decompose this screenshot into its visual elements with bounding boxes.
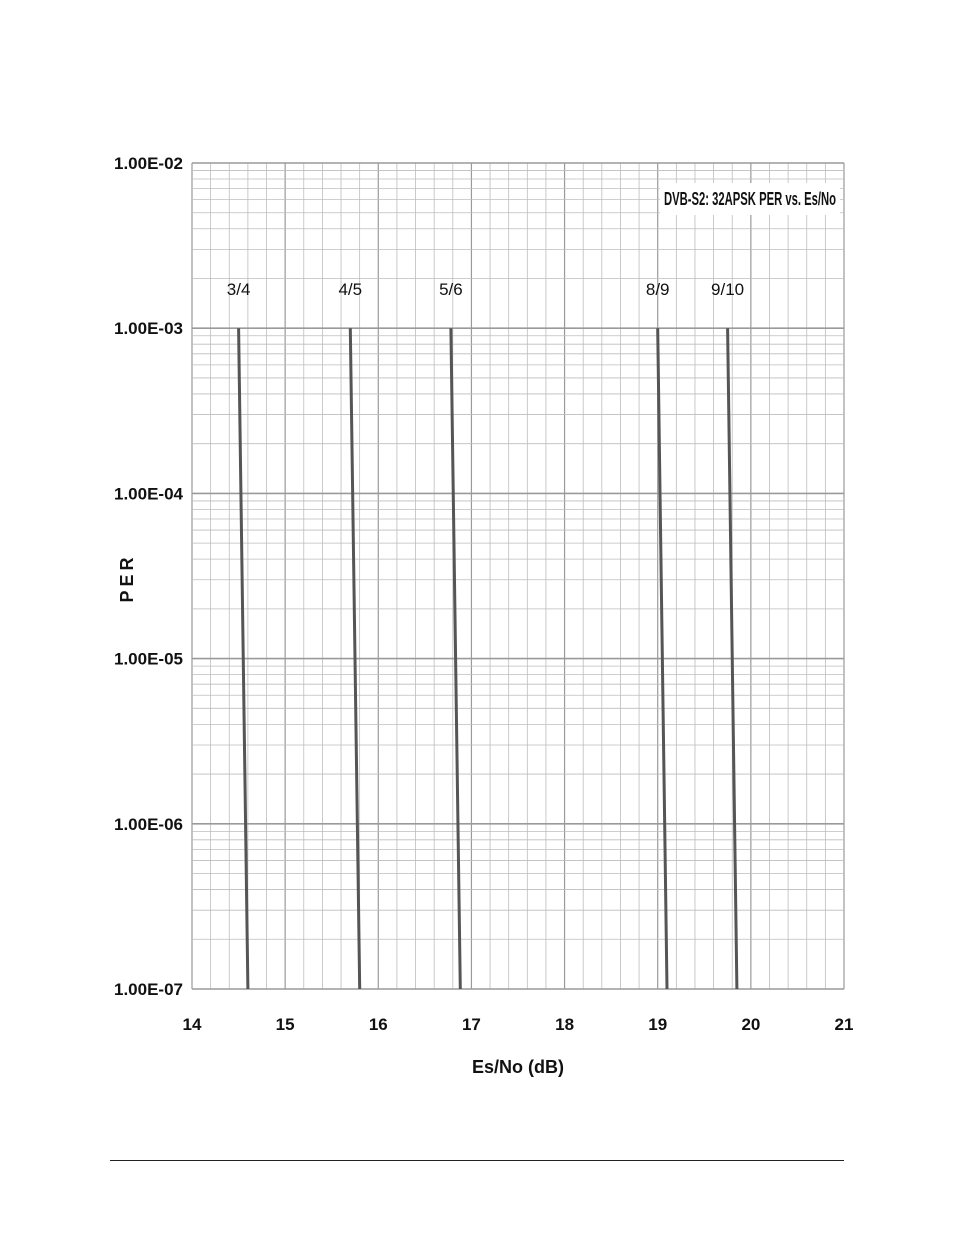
x-tick-label: 17 xyxy=(461,1015,481,1034)
y-tick-label: 1.00E-06 xyxy=(114,814,183,834)
x-axis-title: Es/No (dB) xyxy=(472,1057,564,1077)
curve-label-4: 9/10 xyxy=(711,280,745,300)
x-tick-labels xyxy=(183,1015,854,1034)
footer-divider xyxy=(110,1160,844,1161)
y-axis-title: PER xyxy=(117,553,137,603)
y-tick-label: 1.00E-05 xyxy=(114,649,183,669)
curve-label-0: 3/4 xyxy=(226,280,251,300)
chart-title-box xyxy=(660,183,840,215)
chart-title: DVB-S2: 32APSK PER vs. Es/No xyxy=(664,189,836,209)
y-tick-label: 1.00E-02 xyxy=(114,154,183,173)
x-tick-label: 15 xyxy=(275,1015,295,1034)
curve-label-3: 8/9 xyxy=(645,280,670,300)
x-tick-label: 18 xyxy=(555,1015,575,1034)
x-tick-label: 14 xyxy=(182,1015,202,1034)
plot-background xyxy=(192,163,844,989)
curve-label-2: 5/6 xyxy=(439,280,463,300)
x-tick-label: 16 xyxy=(368,1015,388,1034)
y-tick-label: 1.00E-03 xyxy=(114,319,183,339)
curve-label-1: 4/5 xyxy=(338,280,363,300)
y-tick-label: 1.00E-07 xyxy=(114,980,183,999)
y-tick-label: 1.00E-04 xyxy=(114,484,183,504)
x-tick-label: 21 xyxy=(834,1015,854,1034)
x-tick-label: 19 xyxy=(648,1015,668,1034)
x-tick-label: 20 xyxy=(741,1015,761,1034)
